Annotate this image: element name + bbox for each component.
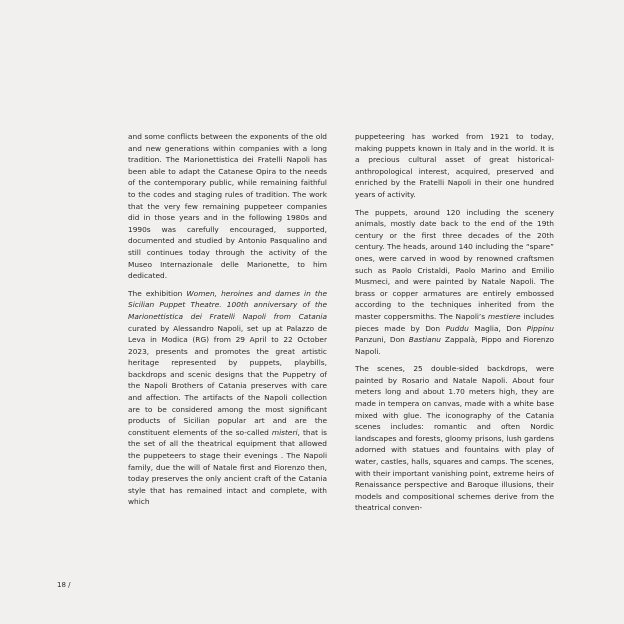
text-run: The puppets, around 120 including the scenery animals, mostly date back to the end of the 19th century or the first three decades of the 20th century. The heads, around 140 including the “spare” ones, were carved in wood by renowned craftsmen such as Paolo Cristaldi, Paolo Marino and Emilio Musmeci, and were painted by Natale Napoli. The brass or copper armatures are entirely embossed according to the techniques inherited from the master coppersmiths. The Napoli’s [355, 207, 554, 321]
page-number: 18 / [57, 581, 71, 589]
italic-term: mestiere [487, 311, 521, 321]
right-paragraph-3: The scenes, 25 double-sided backdrops, were painted by Rosario and Natale Napoli. About four meters long and about 1.70 meters high, they are made in tempera on canvas, made with a white base mixed with glue. The iconography of the Catania scenes includes: romantic and often Nordic landscapes and forests, gloomy prisons, lush gardens adorned with statues and fountains with play of water, castles, halls, squares and camps. The scenes, with their important vanishing point, extreme heirs of Renaissance perspective and Baroque illusions, their models and compositional schemes derive from the theatrical conven- [355, 364, 554, 513]
text-run: Maglia, Don [468, 323, 527, 333]
left-paragraph-2 [128, 288, 327, 508]
text-run: , that is the set of all the theatrical equipment that allowed the puppeteers to stage their evenings . The Napoli family, due the will of Natale first and Fiorenzo then, today preserves the only ancient craft of the Catania style that has remained intact and complete, with which [128, 427, 327, 507]
text-run: Zappalà, Pippo and Fiorenzo Napoli. [355, 335, 554, 356]
left-text-column [128, 131, 327, 514]
right-paragraph-2 [355, 207, 554, 358]
right-paragraph-1: puppeteering has worked from 1921 to today, making puppets known in Italy and in the world. It is a precious cultural asset of great historical-anthropological interest, acquired, preserved and enriched by the Fratelli Napoli in their one hundred years of activity. [355, 132, 554, 199]
text-run: includes pieces made by Don [355, 311, 554, 333]
text-run: The exhibition [128, 288, 187, 298]
italic-term: Pippinu [526, 323, 554, 333]
text-run: Panzuni, Don [355, 335, 409, 345]
italic-term: Bastianu [408, 335, 441, 345]
exhibition-title: Women, heroines and dames in the Sicilian Puppet Theatre. 100th anniversary of the Marionettistica dei Fratelli Napoli from Catania [128, 288, 327, 321]
italic-term: Puddu [445, 323, 469, 333]
italic-term: misteri [271, 427, 298, 437]
text-run: curated by Alessandro Napoli, set up at Palazzo de Leva in Modica (RG) from 29 April to 22 October 2023, presents and promotes the great artistic heritage represented by puppets, playbills, backdrops and scenic designs that the Puppetry of the Napoli Brothers of Catania preserves with care and affection. The artifacts of the Napoli collection are to be considered among the most significant products of Sicilian popular art and are the constituent elements of the so-called [128, 323, 327, 437]
right-text-column [355, 131, 554, 520]
left-paragraph-1: and some conflicts between the exponents of the old and new generations within companies with a long tradition. The Marionettistica dei Fratelli Napoli has been able to adapt the Catanese Opira to the needs of the contemporary public, while remaining faithful to the codes and staging rules of tradition. The work that the very few remaining puppeteer companies did in those years and in the following 1980s and 1990s was carefully encouraged, supported, documented and studied by Antonio Pasqualino and still continues today through the activity of the Museo Internazionale delle Marionette, to him dedicated. [128, 132, 327, 281]
